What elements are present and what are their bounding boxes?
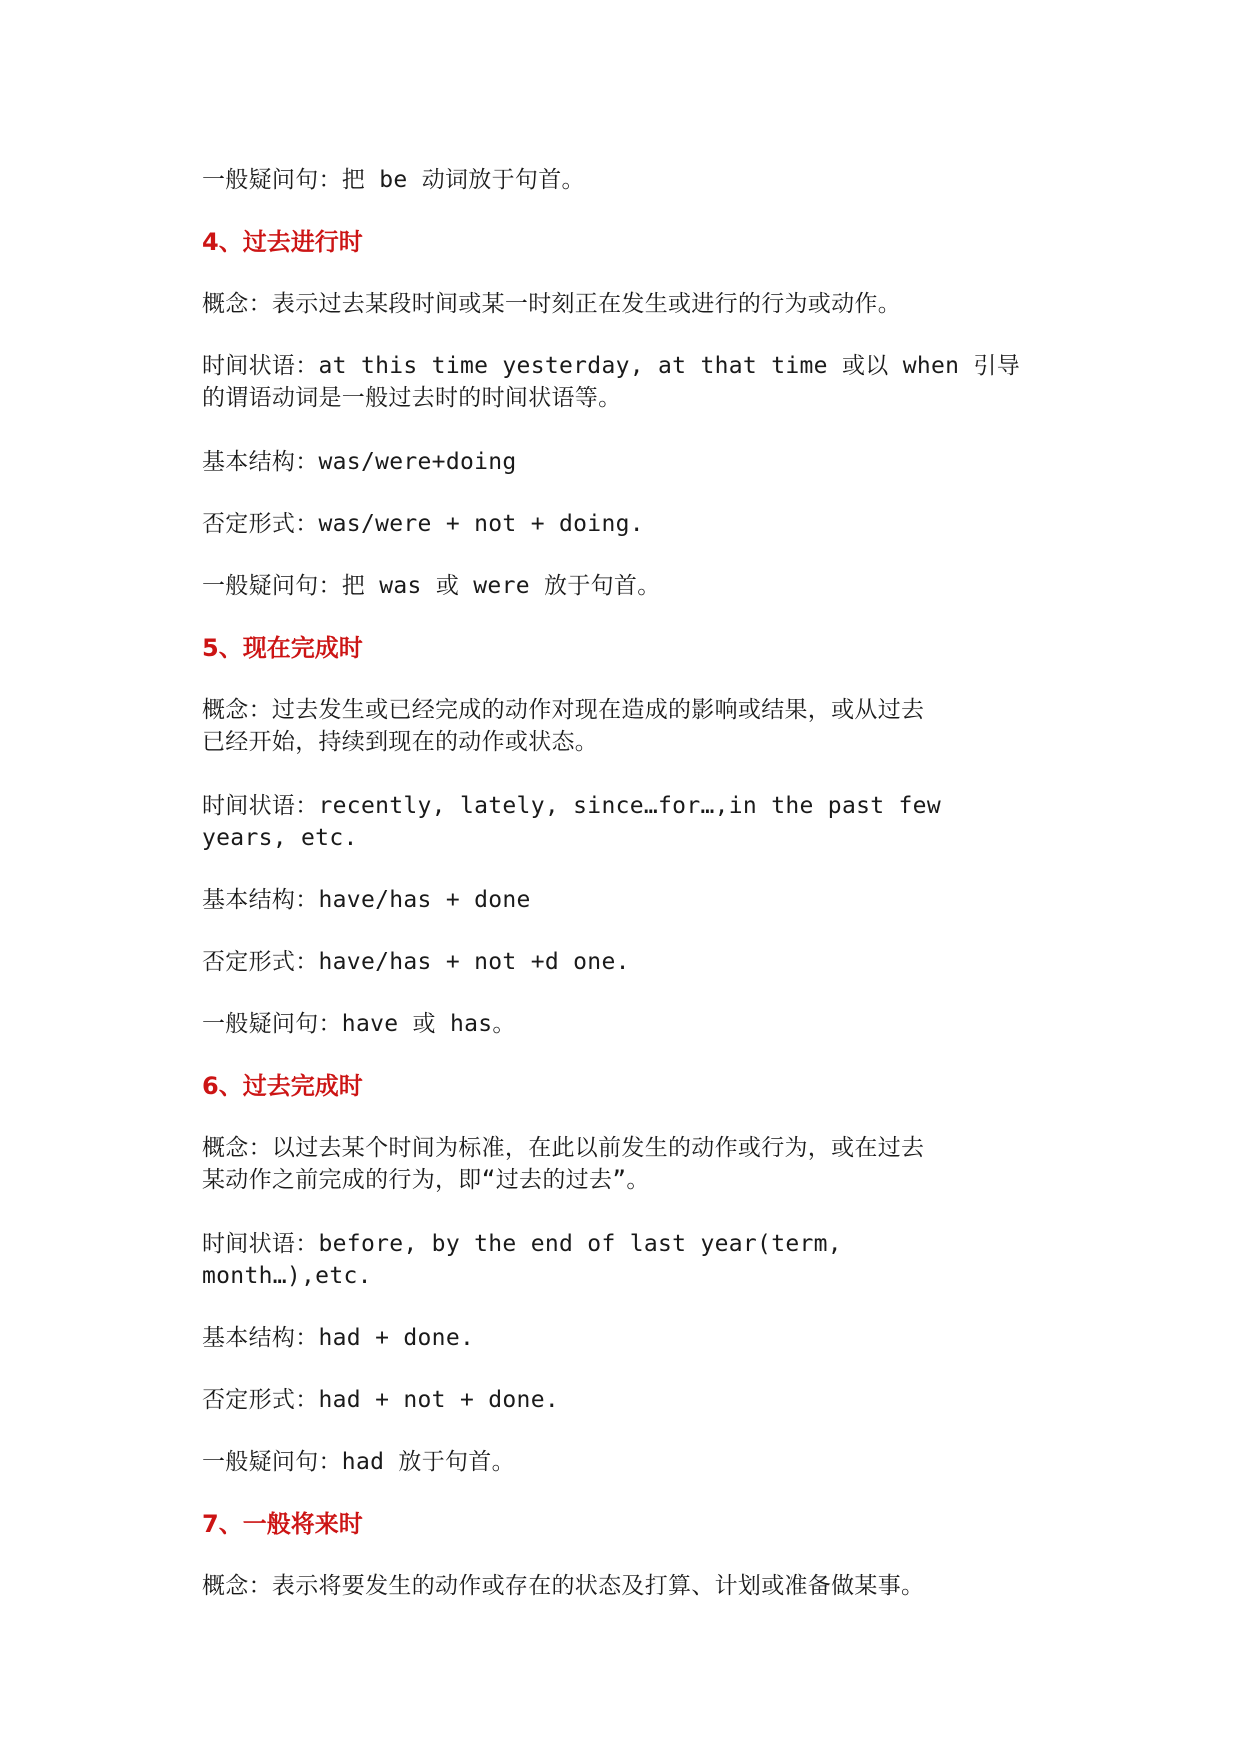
concept-5-line1: 概念：过去发生或已经完成的动作对现在造成的影响或结果，或从过去: [202, 697, 925, 723]
section-heading-7: 7、一般将来时: [202, 1510, 363, 1538]
negative-6: 否定形式：had + not + done.: [202, 1387, 560, 1413]
concept-5-line2: 已经开始，持续到现在的动作或状态。: [202, 729, 599, 755]
negative-4: 否定形式：was/were + not + doing.: [202, 511, 644, 537]
structure-6: 基本结构：had + done.: [202, 1325, 475, 1351]
section-heading-6: 6、过去完成时: [202, 1072, 363, 1100]
time-adverbial-6-line1: 时间状语：before, by the end of last year(term,: [202, 1231, 842, 1257]
time-adverbial-4-line2: 的谓语动词是一般过去时的时间状语等。: [202, 385, 622, 411]
concept-6-line1: 概念：以过去某个时间为标准，在此以前发生的动作或行为，或在过去: [202, 1135, 925, 1161]
structure-4: 基本结构：was/were+doing: [202, 449, 517, 475]
section-heading-5: 5、现在完成时: [202, 634, 363, 662]
structure-5: 基本结构：have/has + done: [202, 887, 531, 913]
question-5: 一般疑问句：have 或 has。: [202, 1011, 516, 1037]
question-4: 一般疑问句：把 was 或 were 放于句首。: [202, 573, 661, 599]
time-adverbial-6-line2: month…),etc.: [202, 1263, 372, 1289]
question-rule-3: 一般疑问句：把 be 动词放于句首。: [202, 167, 585, 193]
time-adverbial-5-line1: 时间状语：recently, lately, since…for…,in the past few: [202, 793, 941, 819]
concept-6-line2: 某动作之前完成的行为，即“过去的过去”。: [202, 1167, 650, 1193]
question-6: 一般疑问句：had 放于句首。: [202, 1449, 515, 1475]
concept-7: 概念：表示将要发生的动作或存在的状态及打算、计划或准备做某事。: [202, 1573, 925, 1599]
time-adverbial-4-line1: 时间状语：at this time yesterday, at that time 或以 when 引导: [202, 353, 1021, 379]
concept-4: 概念：表示过去某段时间或某一时刻正在发生或进行的行为或动作。: [202, 291, 901, 317]
section-heading-4: 4、过去进行时: [202, 228, 363, 256]
negative-5: 否定形式：have/has + not +d one.: [202, 949, 630, 975]
time-adverbial-5-line2: years, etc.: [202, 825, 358, 851]
